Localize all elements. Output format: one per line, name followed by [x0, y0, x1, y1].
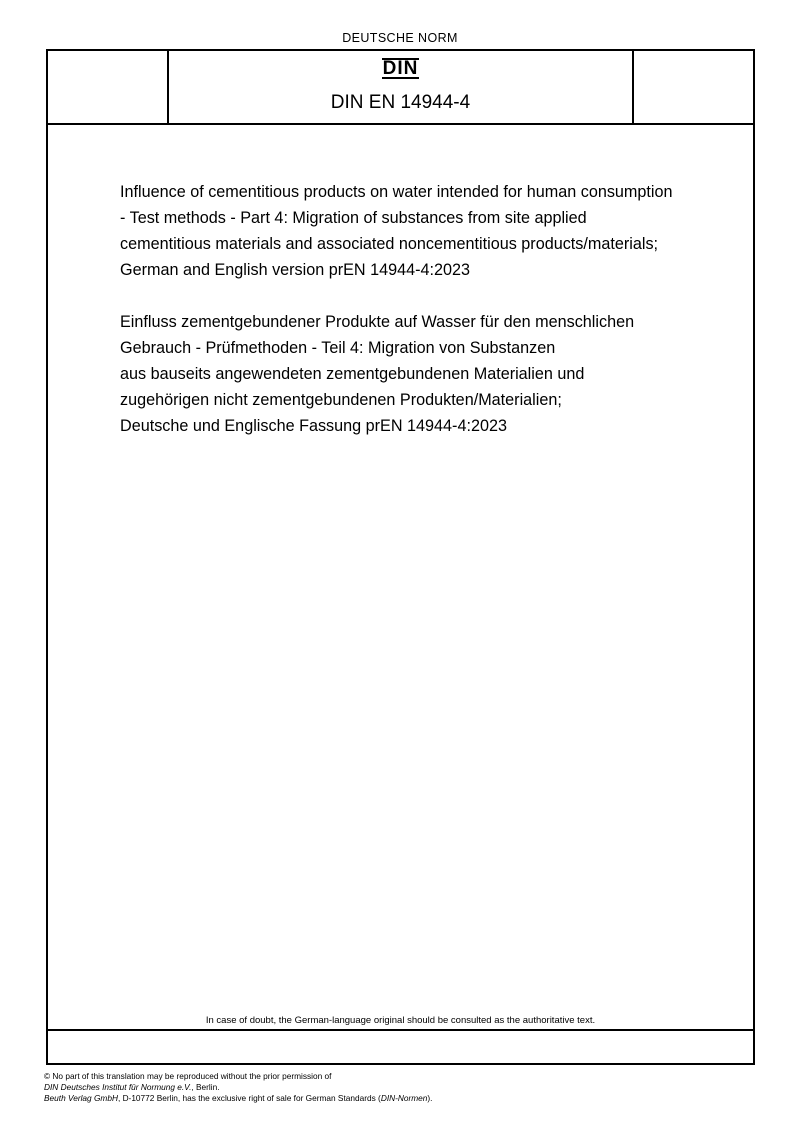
title-english: [120, 179, 740, 283]
title-english-line: cementitious materials and associated noncementitious products/materials;: [120, 235, 659, 253]
document-number: DIN EN 14944-4: [330, 92, 471, 113]
footer-line-3-mid: , D-10772 Berlin, has the exclusive right of sale for German Standards (: [117, 1093, 381, 1103]
din-logo-text: DIN: [382, 58, 419, 79]
title-german-line: Deutsche und Englische Fassung prEN 14944-4:2023: [120, 417, 507, 435]
header-cell-right: [632, 51, 753, 123]
title-german-line: zugehörigen nicht zementgebundenen Produkten/Materialien;: [120, 391, 562, 409]
footer-line-3-end: ).: [427, 1093, 433, 1103]
title-german: [120, 309, 740, 439]
copyright-footer: [44, 1071, 432, 1104]
footer-line-2-rest: , Berlin.: [191, 1082, 220, 1092]
title-german-line: Einfluss zementgebundener Produkte auf Wasser für den menschlichen: [120, 313, 635, 331]
title-german-line: aus bauseits angewendeten zementgebundenen Materialien und: [120, 365, 585, 383]
document-frame: [46, 49, 755, 1065]
header-cell-center: [169, 51, 632, 123]
bottom-divider: [48, 1029, 753, 1031]
din-logo: [169, 58, 632, 79]
title-english-line: German and English version prEN 14944-4:2023: [120, 261, 471, 279]
din-normen-term: DIN-Normen: [380, 1093, 428, 1103]
header-row: [48, 51, 753, 125]
title-english-line: Influence of cementitious products on water intended for human consumption: [120, 183, 673, 201]
din-institute-name: DIN Deutsches Institut für Normung e.V.: [44, 1082, 192, 1092]
beuth-verlag-name: Beuth Verlag GmbH: [44, 1093, 118, 1103]
title-english-line: - Test methods - Part 4: Migration of substances from site applied: [120, 209, 587, 227]
footer-line-2: [44, 1082, 432, 1093]
header-cell-left: [48, 51, 169, 123]
footer-line-3: [44, 1093, 432, 1104]
title-block: [120, 179, 740, 439]
authoritative-text-note: In case of doubt, the German-language original should be consulted as the authoritative text.: [205, 1015, 596, 1026]
deutsche-norm-label: DEUTSCHE NORM: [342, 31, 458, 45]
title-german-line: Gebrauch - Prüfmethoden - Teil 4: Migration von Substanzen: [120, 339, 556, 357]
footer-line-1: © No part of this translation may be reproduced without the prior permission of: [44, 1071, 332, 1081]
